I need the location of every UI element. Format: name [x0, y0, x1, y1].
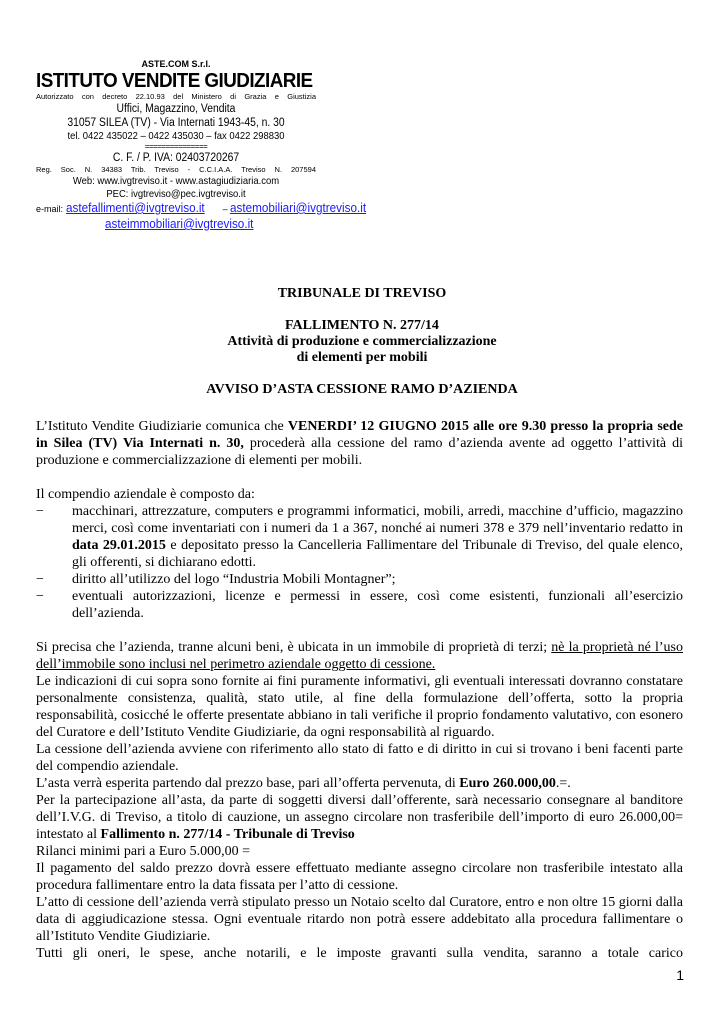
email-separator: – [222, 204, 228, 214]
letterhead [36, 58, 367, 233]
location-paragraph [36, 639, 683, 673]
notary-paragraph: L’atto di cessione dell’azienda verrà stipulato presso un Notaio scelto dal Curatore, entro e non oltre 15 giorni dalla data di aggiudicazione stessa. Ogni eventuale ritardo non potrà essere addebitato alla procedura fallimentare o all’Istituto Vendite Giudiziarie. [36, 895, 683, 944]
notice-body [36, 418, 683, 962]
intro-paragraph [36, 418, 683, 469]
base-price-text: L’asta verrà esperita partendo dal prezzo base, pari all’offerta pervenuta, di [36, 776, 460, 791]
dash-bullet: − [36, 504, 44, 519]
email-row [36, 200, 367, 217]
intro-text-a: L’Istituto Vendite Giudiziarie comunica che [36, 419, 288, 434]
case-heading: FALLIMENTO N. 277/14 [285, 318, 439, 333]
deposit-paragraph [36, 792, 683, 843]
activity-heading-1: Attività di produzione e commercializzazione [227, 334, 497, 349]
raise-paragraph: Rilanci minimi pari a Euro 5.000,00 = [36, 844, 250, 859]
authorization-line: Autorizzato con decreto 22.10.93 del Ministero di Grazia e Giustizia [36, 92, 316, 101]
separator-line: =============== [144, 142, 208, 151]
institute-title: ISTITUTO VENDITE GIUDIZIARIE [36, 69, 313, 92]
email-link-fallimenti[interactable]: astefallimenti@ivgtreviso.it [65, 200, 205, 215]
offices-line: Uffici, Magazzino, Vendita [116, 103, 236, 115]
intro-text-b: procederà alla cessione del ramo d’azienda avente ad oggetto l’attività di produzione e commercializzazione di elementi per mobili. [36, 436, 683, 468]
deposit-payee: Fallimento n. 277/14 - Tribunale di Treviso [100, 827, 355, 842]
location-text: Si precisa che l’azienda, tranne alcuni beni, è ubicata in un immobile di proprietà di terzi; [36, 640, 552, 655]
registry-line: Reg. Soc. N. 34383 Trib. Treviso - C.C.I.A.A. Treviso N. 207594 [36, 165, 316, 174]
base-price-suffix: .=. [555, 776, 571, 791]
item-3-text: eventuali autorizzazioni, licenze e permessi in essere, così come esistenti, funzionali all’esercizio dell’azienda. [72, 589, 683, 621]
inventory-date: data 29.01.2015 [72, 538, 166, 553]
info-paragraph: Le indicazioni di cui sopra sono fornite ai fini puramente informativi, gli eventuali interessati dovranno constatare personalmente consistenza, qualità, stato utile, al fine della formulazione dell’offerta, sotto la propria responsabilità, cosicché le offerte presentate abbiano in tali verifiche il proprio fondamento valutativo, con esonero del Curatore e dell’Istituto Vendite Giudiziarie, da ogni responsabilità al riguardo. [36, 674, 683, 740]
notice-headings [0, 286, 724, 398]
item-2-text: diritto all’utilizzo del logo “Industria Mobili Montagner”; [72, 572, 396, 587]
tribunal-heading: TRIBUNALE DI TREVISO [277, 286, 447, 301]
email-link-mobiliari[interactable]: astemobiliari@ivgtreviso.it [230, 200, 367, 215]
email-row-2 [36, 217, 316, 233]
pec-line: PEC: ivgtreviso@pec.ivgtreviso.it [106, 188, 246, 200]
item-1-text-a: macchinari, attrezzature, computers e programmi informatici, mobili, arredi, macchine d’ufficio, magazzino merci, così come inventariati con i numeri da 1 a 367, nonché ai numeri 378 e 379 nell’inventario redatto in [72, 504, 683, 536]
activity-heading-2: di elementi per mobili [296, 350, 428, 365]
page-number: 1 [676, 967, 684, 983]
web-line: Web: www.ivgtreviso.it - www.astagiudiziaria.com [72, 175, 280, 187]
deposit-text: Per la partecipazione all’asta, da parte di soggetti diversi dall’offerente, sarà necessario consegnare al banditore dell’I.V.G. di Treviso, a titolo di cauzione, un assegno circolare non trasferibile dell’importo di euro 26.000,00= intestato al [36, 793, 683, 842]
list-item [36, 571, 683, 588]
email-link-immobiliari[interactable]: asteimmobiliari@ivgtreviso.it [105, 216, 254, 231]
location-underlined-text: nè la proprietà né l’uso dell’immobile sono inclusi nel perimetro aziendale oggetto di cessione. [36, 640, 683, 672]
base-price-paragraph [36, 775, 683, 792]
tax-id-line: C. F. / P. IVA: 02403720267 [112, 152, 240, 164]
dash-bullet: − [36, 589, 44, 604]
list-item [36, 588, 683, 622]
state-paragraph: La cessione dell’azienda avviene con riferimento allo stato di fatto e di diritto in cui si trovano i beni facenti parte del compendio aziendale. [36, 742, 683, 774]
base-price-amount: Euro 260.000,00 [459, 776, 556, 791]
compendio-intro: Il compendio aziendale è composto da: [36, 487, 255, 502]
costs-paragraph: Tutti gli oneri, le spese, anche notarili, e le imposte gravanti sulla vendita, saranno a totale carico [36, 946, 683, 961]
email-label: e-mail: [36, 204, 64, 214]
company-name: ASTE.COM S.r.l. [141, 59, 211, 69]
payment-paragraph: Il pagamento del saldo prezzo dovrà essere effettuato mediante assegno circolare non trasferibile intestato alla procedura fallimentare entro la data fissata per l’atto di cessione. [36, 861, 683, 893]
phones-line: tel. 0422 435022 – 0422 435030 – fax 0422 298830 [67, 130, 285, 142]
list-item [36, 503, 683, 571]
address-line: 31057 SILEA (TV) - Via Internati 1943-45, n. 30 [67, 117, 285, 129]
item-1-text-b: e depositato presso la Cancelleria Fallimentare del Tribunale di Treviso, del quale elenco, gli offerenti, si dichiarano edotti. [72, 538, 683, 570]
dash-bullet: − [36, 572, 44, 587]
auction-date-location: VENERDI’ 12 GIUGNO 2015 alle ore 9.30 presso la propria sede in Silea (TV) Via Internati n. 30, [36, 419, 683, 451]
notice-heading: AVVISO D’ASTA CESSIONE RAMO D’AZIENDA [206, 382, 518, 397]
assets-list [36, 503, 683, 622]
